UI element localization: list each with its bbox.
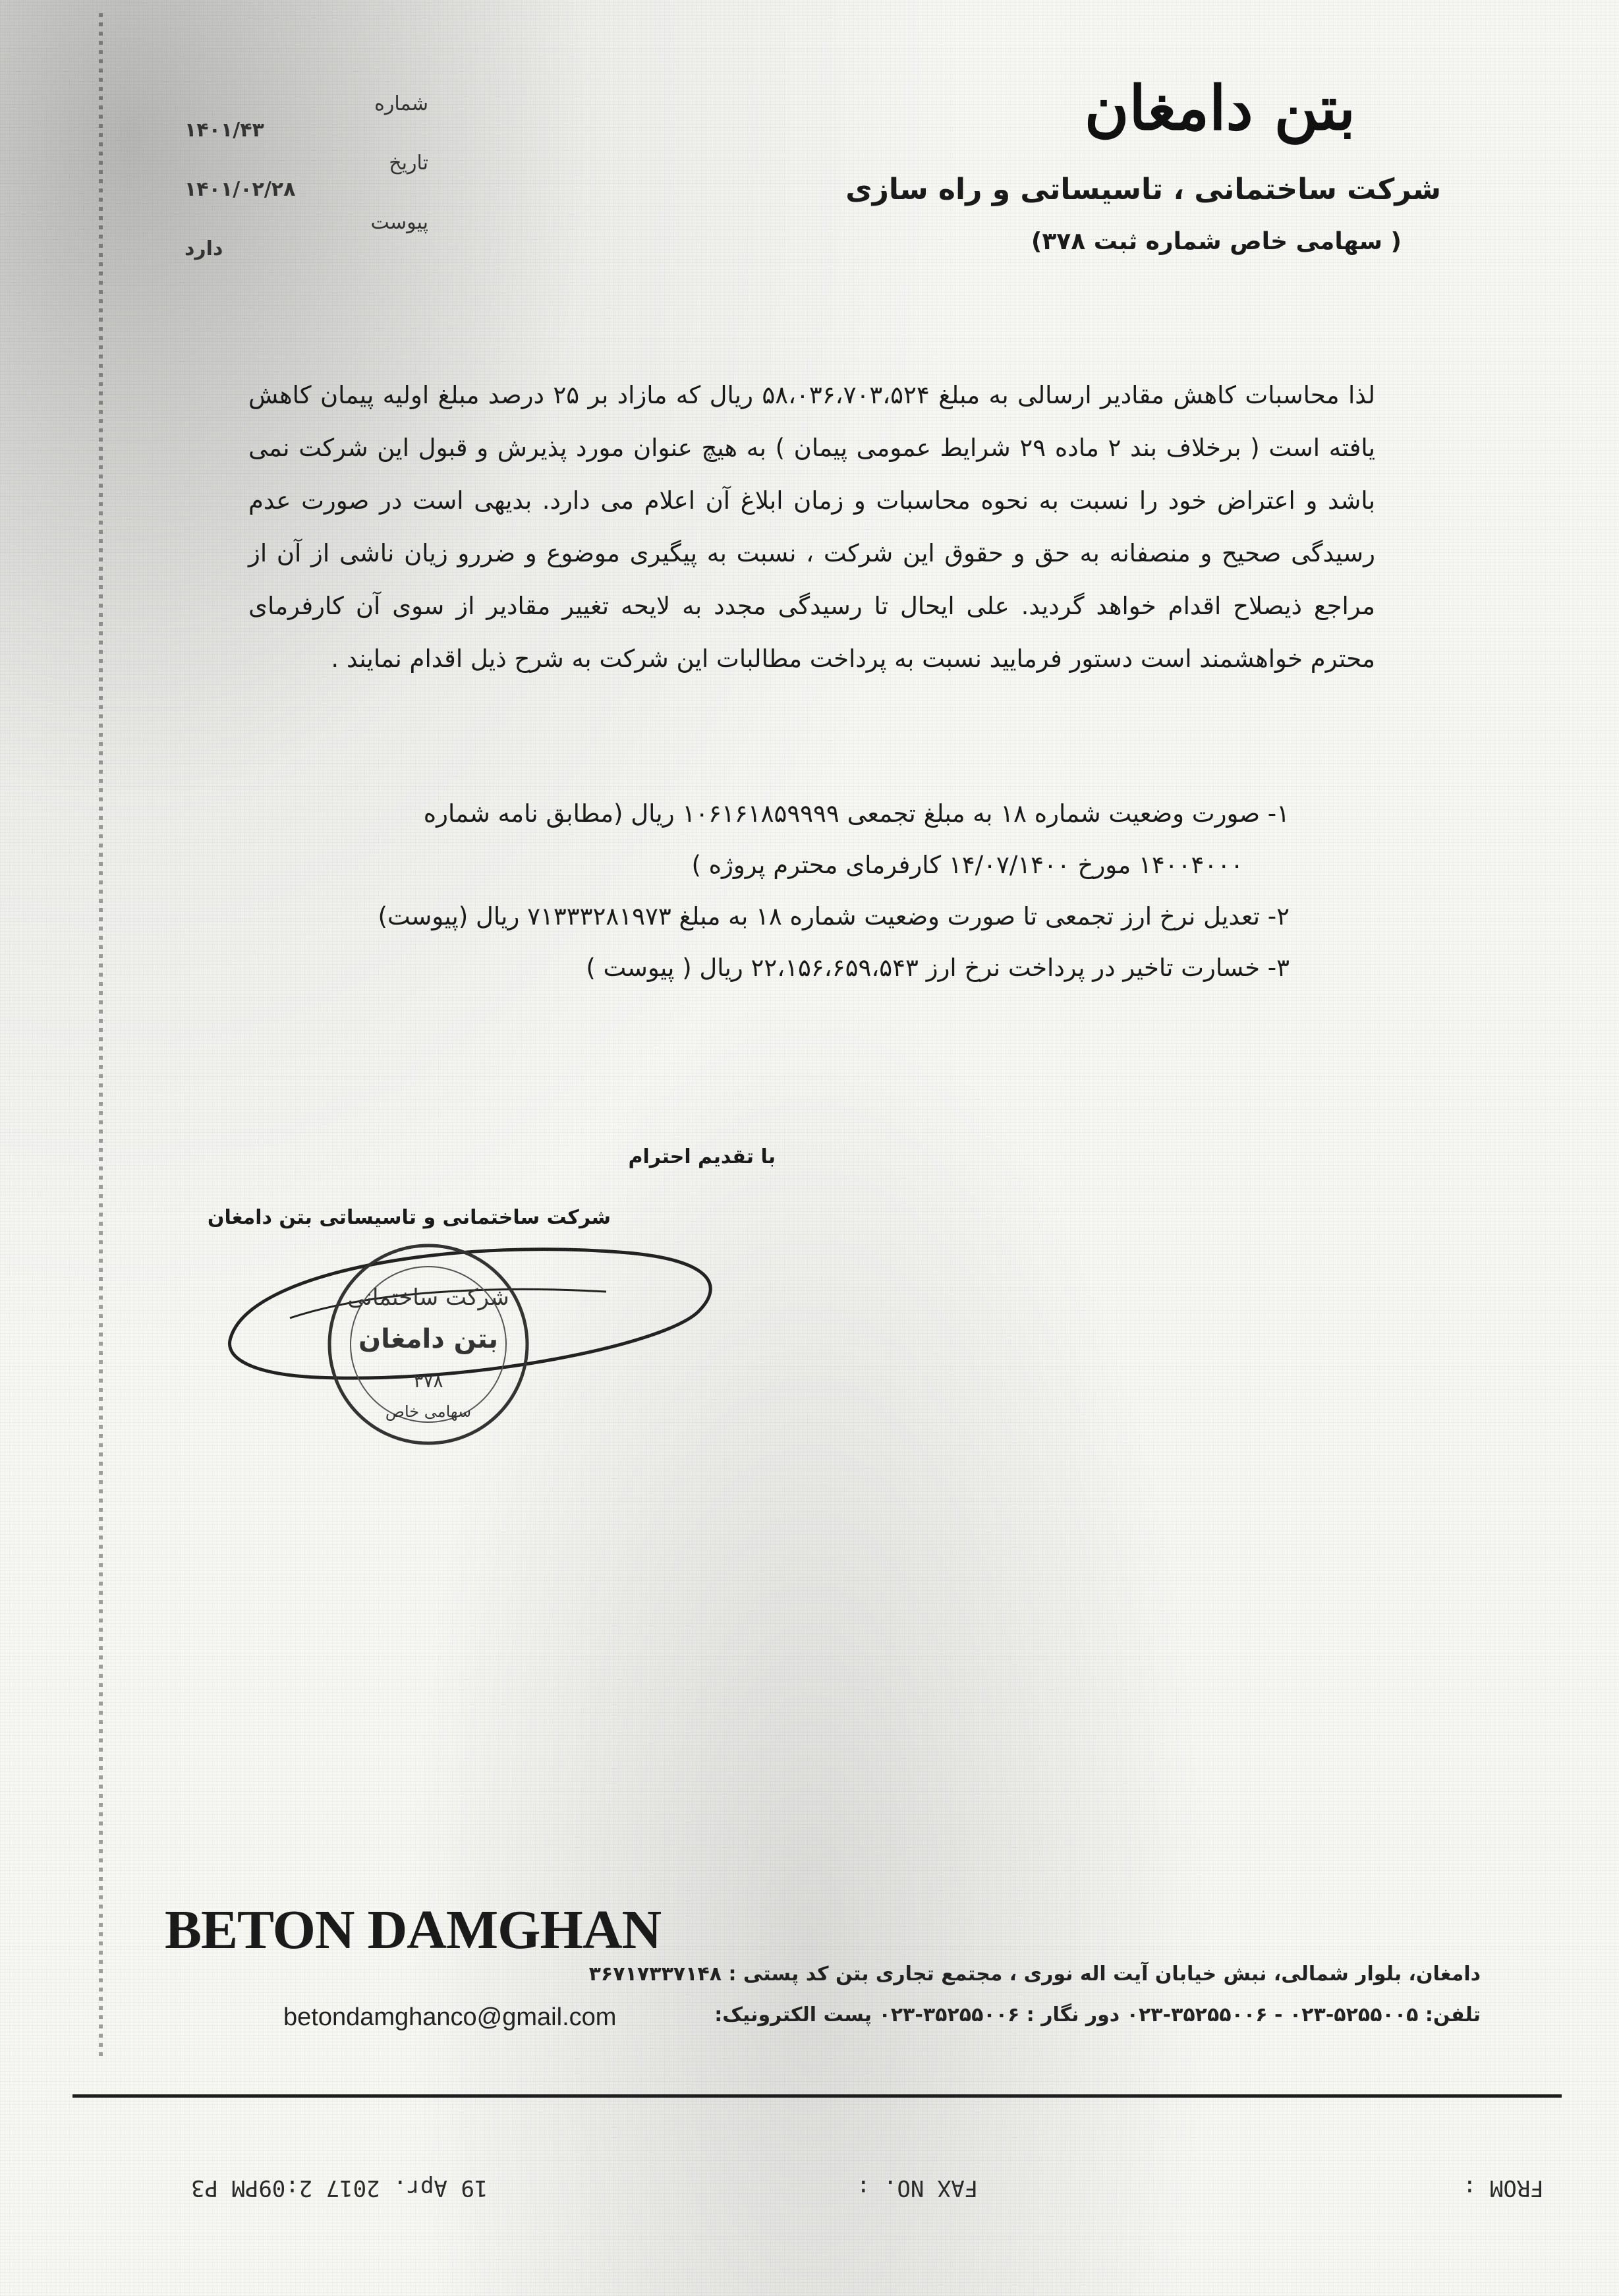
meta-date: [165, 152, 441, 211]
letterhead-company-type: شرکت ساختمانی ، تاسیساتی و راه سازی: [845, 173, 1441, 206]
letterhead-registration: ( سهامی خاص شماره ثبت ۳۷۸): [1031, 228, 1402, 255]
fax-from-label: FROM :: [1463, 2175, 1544, 2201]
company-seal-and-signature: [211, 1213, 751, 1489]
list-item-line: ۳- خسارت تاخیر در پرداخت نرخ ارز ۲۲،۱۵۶،۶۵۹،۵۴۳ ریال ( پیوست ): [586, 954, 1290, 982]
meta-attachment: [165, 211, 441, 270]
list-item-line: ۱- صورت وضعیت شماره ۱۸ به مبلغ تجمعی ۱۰۶۱۶۱۸۵۹۹۹۹ ریال (مطابق نامه شماره: [423, 799, 1290, 828]
fax-datetime: 19 Apr. 2017 2:09PM P3: [191, 2175, 488, 2201]
list-item: [235, 891, 1290, 942]
signer-company: شرکت ساختمانی و تاسیساتی بتن دامغان: [207, 1206, 611, 1229]
fax-number-label: FAX NO. :: [857, 2175, 979, 2201]
letter-body-paragraph: لذا محاسبات کاهش مقادیر ارسالی به مبلغ ۵۸،۰۳۶،۷۰۳،۵۲۴ ریال که مازاد بر ۲۵ درصد مبلغ اولیه پیمان کاهش یافته است ( برخلاف بند ۲ ماده ۲۹ شرایط عمومی پیمان ) به هیچ عنوان مورد پذیرش و قبول این شرکت نمی باشد و اعتراض خود را نسبت به نحوه محاسبات و زمان ابلاغ آن اعلام می دارد. بدیهی است در صورت عدم رسیدگی صحیح و منصفانه به حق و حقوق این شرکت ، نسبت به پیگیری موضوع و ضررو زیان ناشی از آن از مراجع ذیصلاح اقدام خواهد گردید. علی ایحال تا رسیدگی مجدد به لایحه تغییر مقادیر از سوی آن کارفرمای محترم خواهشمند است دستور فرمایید نسبت به پرداخت مطالبات این شرکت به شرح ذیل اقدام نمایند .: [248, 381, 1375, 673]
seal-type: سهامی خاص: [385, 1402, 472, 1421]
list-item: [235, 788, 1290, 891]
footer-brand-en: BETON DAMGHAN: [165, 1899, 662, 1961]
meta-number: [165, 92, 441, 152]
meta-attachment-label: پیوست: [370, 211, 428, 234]
seal-text-top: شرکت ساختمانی: [347, 1284, 509, 1311]
seal-text-middle: بتن دامغان: [358, 1324, 499, 1354]
list-item-line: ۱۴۰۰۴۰۰۰ مورخ ۱۴/۰۷/۱۴۰۰ کارفرمای محترم پروژه ): [691, 851, 1243, 879]
meta-number-value: ۱۴۰۱/۴۳: [185, 119, 264, 142]
list-item: [235, 942, 1290, 994]
letterhead-brand: بتن دامغان: [1084, 72, 1355, 144]
seal-graphic: [211, 1213, 751, 1489]
footer-address: دامغان، بلوار شمالی، نبش خیابان آیت اله نوری ، مجتمع تجاری بتن کد پستی : ۳۶۷۱۷۳۳۷۱۴۸: [588, 1963, 1481, 1986]
footer-divider: [72, 2094, 1562, 2098]
closing-regards: با تقدیم احترام: [628, 1145, 776, 1168]
meta-date-label: تاریخ: [389, 152, 428, 175]
footer-email: betondamghanco@gmail.com: [283, 2003, 617, 2031]
meta-number-label: شماره: [374, 92, 428, 115]
meta-date-value: ۱۴۰۱/۰۲/۲۸: [185, 178, 296, 201]
meta-attachment-value: دارد: [185, 237, 223, 260]
footer-contact: تلفن: ۵۲۵۵۰۰۵-۰۲۳ - ۳۵۲۵۵۰۰۶-۰۲۳ دور نگار : ۳۵۲۵۵۰۰۶-۰۲۳ پست الکترونیک:: [714, 2003, 1481, 2026]
claims-list: [235, 788, 1290, 994]
list-item-line: ۲- تعدیل نرخ ارز تجمعی تا صورت وضعیت شماره ۱۸ به مبلغ ۷۱۳۳۳۲۸۱۹۷۳ ریال (پیوست): [378, 902, 1290, 931]
letter-meta: [165, 92, 441, 270]
seal-reg-number: ۳۷۸: [413, 1370, 443, 1392]
fax-margin-strip: [99, 13, 103, 2056]
